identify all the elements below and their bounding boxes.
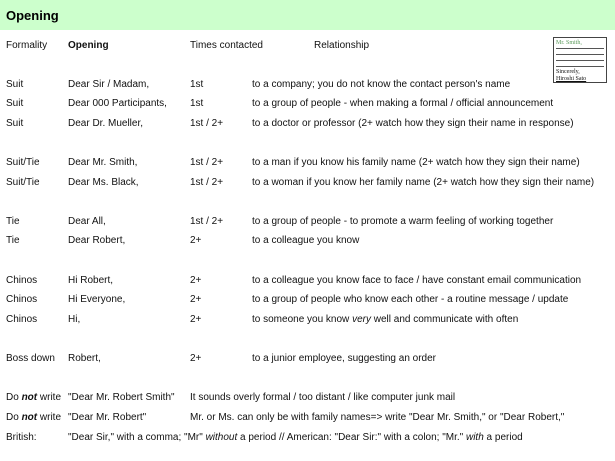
note-text: Mr. or Ms. can only be with family names=> write "Dear Mr. Smith," or "Dear Robert,"	[190, 412, 565, 423]
row-opening: Dear All,	[68, 216, 106, 227]
british-text: a period	[483, 432, 523, 443]
row-opening: Dear Robert,	[68, 235, 126, 246]
note-label-emphasis: not	[21, 392, 38, 403]
note-text: It sounds overly formal / too distant / like computer junk mail	[190, 392, 456, 403]
row-opening: Robert,	[68, 353, 101, 364]
row-relationship: to a group of people - to promote a warm feeling of working together	[252, 216, 554, 227]
british-american-note	[68, 432, 523, 444]
row-formality: Boss down	[6, 353, 55, 364]
row-formality: Chinos	[6, 275, 38, 286]
note-label-text: Do	[6, 412, 22, 423]
row-times: 2+	[190, 235, 202, 246]
letter-icon	[553, 37, 607, 83]
row-times: 1st	[190, 98, 204, 109]
row-opening: Dear Dr. Mueller,	[68, 118, 144, 129]
row-times: 1st / 2+	[190, 157, 224, 168]
row-relationship	[252, 314, 518, 326]
row-formality: Suit/Tie	[6, 177, 40, 188]
row-opening: Dear Sir / Madam,	[68, 79, 150, 90]
header-formality: Formality	[6, 40, 48, 51]
letter-icon-salutation: Mr. Smith,	[556, 40, 582, 46]
row-formality: Chinos	[6, 294, 38, 305]
row-times: 2+	[190, 294, 202, 305]
row-relationship: to a man if you know his family name (2+ watch how they sign their name)	[252, 157, 580, 168]
relationship-text: well and communicate with often	[370, 314, 519, 325]
row-opening: Dear Mr. Smith,	[68, 157, 138, 168]
header-relationship: Relationship	[314, 40, 370, 51]
row-times: 1st / 2+	[190, 118, 224, 129]
row-relationship: to a woman if you know her family name (2+ watch how they sign their name)	[252, 177, 595, 188]
row-relationship: to a group of people - when making a formal / official announcement	[252, 98, 554, 109]
british-text: a period // American: "Dear Sir:" with a colon; "Mr."	[237, 432, 466, 443]
row-formality: Tie	[6, 216, 20, 227]
row-times: 2+	[190, 353, 202, 364]
row-times: 1st / 2+	[190, 177, 224, 188]
row-formality: Suit	[6, 79, 24, 90]
note-label-emphasis: not	[21, 412, 38, 423]
header-times-contacted: Times contacted	[190, 40, 263, 51]
row-times: 2+	[190, 275, 202, 286]
row-formality: Suit	[6, 118, 24, 129]
row-opening: Dear 000 Participants,	[68, 98, 167, 109]
row-formality: Suit/Tie	[6, 157, 40, 168]
note-opening: "Dear Mr. Robert"	[68, 412, 147, 423]
letter-icon-signature: Hiroshi Sato	[556, 76, 587, 82]
row-relationship: to a doctor or professor (2+ watch how they sign their name in response)	[252, 118, 574, 129]
row-opening: Dear Ms. Black,	[68, 177, 139, 188]
british-emphasis: with	[465, 432, 484, 443]
header-opening: Opening	[68, 40, 109, 51]
row-times: 1st / 2+	[190, 216, 224, 227]
row-times: 1st	[190, 79, 204, 90]
row-formality: Chinos	[6, 314, 38, 325]
note-label-text: write	[37, 392, 62, 403]
note-label-text: Do	[6, 392, 22, 403]
row-relationship: to a colleague you know	[252, 235, 360, 246]
row-formality: Suit	[6, 98, 24, 109]
note-label	[6, 392, 61, 404]
row-opening: Hi Everyone,	[68, 294, 126, 305]
row-relationship: to a company; you do not know the contact person's name	[252, 79, 511, 90]
row-opening: Hi Robert,	[68, 275, 114, 286]
row-relationship: to a group of people who know each other - a routine message / update	[252, 294, 569, 305]
british-emphasis: without	[205, 432, 238, 443]
note-label	[6, 412, 61, 424]
row-times: 2+	[190, 314, 202, 325]
relationship-emphasis: very	[352, 314, 371, 325]
page-title: Opening	[6, 8, 59, 23]
british-text: "Dear Sir," with a comma; "Mr"	[68, 432, 206, 443]
row-formality: Tie	[6, 235, 20, 246]
letter-icon-closing: Sincerely,	[556, 69, 580, 75]
relationship-text: to someone you know	[252, 314, 353, 325]
row-relationship: to a junior employee, suggesting an order	[252, 353, 437, 364]
british-label: British:	[6, 432, 37, 443]
note-label-text: write	[37, 412, 62, 423]
title-bar	[0, 0, 615, 30]
row-relationship: to a colleague you know face to face / have constant email communication	[252, 275, 582, 286]
row-opening: Hi,	[68, 314, 81, 325]
note-opening: "Dear Mr. Robert Smith"	[68, 392, 175, 403]
